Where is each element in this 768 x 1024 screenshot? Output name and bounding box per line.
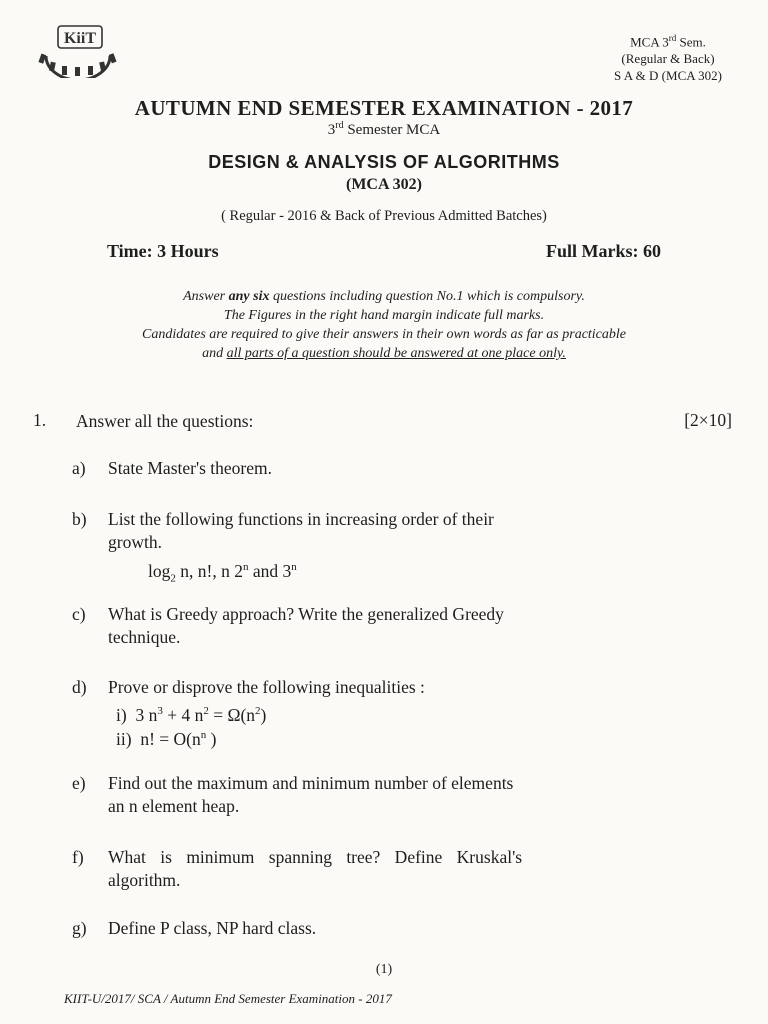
- sub-question-b: [72, 508, 672, 554]
- sub-question-label: e): [72, 773, 86, 793]
- sub-question-text: Prove or disprove the following inequalities :: [108, 677, 425, 697]
- inequality-i: i) 3 $n^3 + 4$ $n^2 = \Omega(n^2)$: [116, 704, 267, 725]
- course-tag: [614, 30, 722, 84]
- inequality-ii: ii) n! = $O(n^n$ ): [116, 728, 217, 749]
- sub-question-text: Define P class, NP hard class.: [108, 918, 317, 938]
- sub-question-text: algorithm.: [108, 870, 181, 890]
- course-tag-line1: MCA 3rd Sem.: [630, 33, 706, 50]
- sub-question-d: [72, 676, 672, 699]
- question-text: Answer all the questions:: [76, 411, 254, 431]
- sub-question-f: [72, 846, 672, 892]
- instruction-line: Answer any six questions including question No.1 which is compulsory.: [183, 289, 585, 304]
- sub-question-label: a): [72, 458, 86, 478]
- sub-question-c: [72, 603, 672, 649]
- sub-question-text: technique.: [108, 627, 181, 647]
- question-number: 1.: [33, 410, 47, 430]
- instruction-line: The Figures in the right hand margin indicate full marks.: [223, 308, 545, 323]
- course-tag-line3: S A & D (MCA 302): [614, 68, 722, 84]
- sub-question-label: c): [72, 604, 86, 624]
- semester-label: 3rd Semester MCA: [327, 120, 441, 138]
- instruction-line: and all parts of a question should be answered at one place only.: [202, 346, 566, 361]
- sub-question-label: g): [72, 918, 87, 938]
- svg-text:KiiT: KiiT: [63, 30, 97, 47]
- sub-question-label: d): [72, 677, 87, 697]
- sub-question-text: State Master's theorem.: [108, 458, 273, 478]
- sub-question-a: [72, 457, 672, 480]
- course-tag-line2: (Regular & Back): [621, 51, 715, 67]
- functions-list: $\log_2 n$, n!, n 2$^n$ and 3$^n$: [148, 560, 297, 585]
- sub-question-text: Find out the maximum and minimum number of elements: [108, 773, 514, 793]
- subject-code: (MCA 302): [346, 176, 422, 193]
- sub-question-text: List the following functions in increasing order of their: [108, 509, 494, 529]
- sub-question-e: [72, 772, 672, 818]
- sub-question-label: f): [72, 847, 84, 867]
- full-marks: Full Marks: 60: [546, 241, 661, 261]
- sub-question-text: an n element heap.: [108, 796, 240, 816]
- batches-note: ( Regular - 2016 & Back of Previous Admitted Batches): [221, 208, 547, 224]
- gear-logo-icon: [32, 20, 124, 78]
- exam-time: Time: 3 Hours: [107, 241, 219, 261]
- exam-title: AUTUMN END SEMESTER EXAMINATION - 2017: [134, 96, 634, 120]
- sub-question-text: What is Greedy approach? Write the generalized Greedy: [108, 604, 504, 624]
- footer-text: KIIT-U/2017/ SCA / Autumn End Semester Examination - 2017: [64, 991, 392, 1006]
- question-marks: [2×10]: [684, 410, 732, 430]
- subject-title: DESIGN & ANALYSIS OF ALGORITHMS: [208, 152, 560, 172]
- sub-question-text: growth.: [108, 532, 162, 552]
- sub-question-label: b): [72, 509, 87, 529]
- university-logo: [32, 20, 124, 78]
- sub-question-text: What is minimum spanning tree? Define Kruskal's: [108, 847, 523, 867]
- page-number: (1): [375, 962, 393, 977]
- sub-question-g: [72, 917, 672, 940]
- instruction-line: Candidates are required to give their answers in their own words as far as practicable: [141, 327, 627, 342]
